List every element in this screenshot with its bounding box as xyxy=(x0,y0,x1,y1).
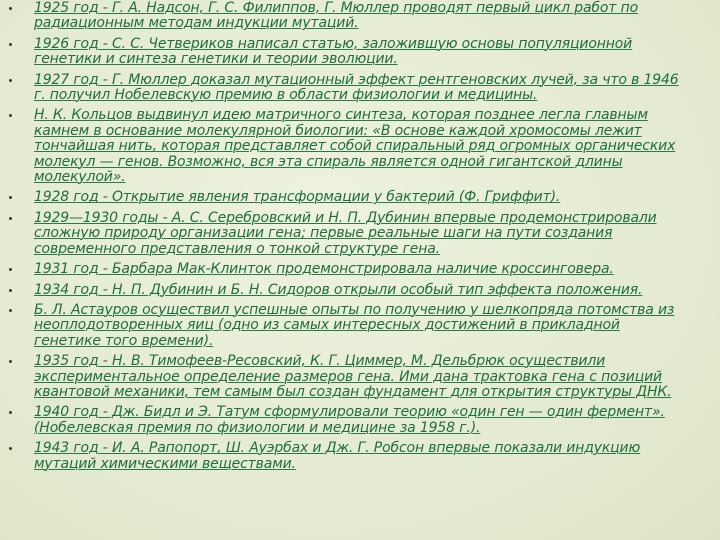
list-item xyxy=(0,405,720,436)
list-item-text: 1928 год - Открытие явления трансформации у бактерий (Ф. Гриффит). xyxy=(34,189,561,206)
bullet-icon xyxy=(9,447,12,450)
list-item-text: 1934 год - Н. П. Дубинин и Б. Н. Сидоров открыли особый тип эффекта положения. xyxy=(34,281,643,298)
bullet-icon xyxy=(9,79,12,82)
list-item xyxy=(0,354,720,400)
bullet-icon xyxy=(9,7,12,10)
list-item-text: 1925 год - Г. А. Надсон, Г. С. Филиппов, Г. Мюллер проводят первый цикл работ по радиационным методам индукции мутаций. xyxy=(34,0,639,32)
list-item xyxy=(0,262,720,277)
bullet-icon xyxy=(9,309,12,312)
bullet-icon xyxy=(9,217,12,220)
list-item xyxy=(0,211,720,257)
bullet-icon xyxy=(9,360,12,363)
list-item xyxy=(0,73,720,104)
list-item-text: 1940 год - Дж. Бидл и Э. Татум сформулировали теорию «один ген — один фермент». (Нобелевская премия по физиологии и медицине за 1958 г.). xyxy=(34,404,665,436)
list-item xyxy=(0,441,720,472)
list-item-text: Н. К. Кольцов выдвинул идею матричного синтеза, которая позднее легла главным камнем в основание молекулярной биологии: «В основе каждой хромосомы лежит тончайшая нить, которая представляет собой спиральный ряд огромных органических молекул — генов. Возможно, вся эта спираль является одной гигантской длины молекулой». xyxy=(34,107,676,186)
list-item xyxy=(0,37,720,68)
list-item xyxy=(0,190,720,205)
list-item-text: 1926 год - С. С. Четвериков написал статью, заложившую основы популяционной генетики и синтеза генетики и теории эволюции. xyxy=(34,35,633,68)
list-item-text: 1943 год - И. А. Рапопорт, Ш. Ауэрбах и Дж. Г. Робсон впервые показали индукцию мутаций химическими веществами. xyxy=(34,440,641,472)
genetics-history-list xyxy=(0,1,720,477)
bullet-icon xyxy=(9,43,12,46)
list-item xyxy=(0,108,720,185)
list-item-text: 1931 год - Барбара Мак-Клинток продемонстрировала наличие кроссинговера. xyxy=(34,261,614,278)
bullet-icon xyxy=(9,196,12,199)
bullet-icon xyxy=(9,289,12,292)
list-item-text: Б. Л. Астауров осуществил успешные опыты по получению у шелкопряда потомства из неоплодотворенных яиц (одно из самых интересных достижений в прикладной генетике того времени). xyxy=(34,301,675,349)
bullet-icon xyxy=(9,411,12,414)
list-item-text: 1927 год - Г. Мюллер доказал мутационный эффект рентгеновских лучей, за что в 1946 г. получил Нобелевскую премию в области физиологии и медицины. xyxy=(34,71,679,104)
list-item xyxy=(0,303,720,349)
bullet-icon xyxy=(9,114,12,117)
bullet-icon xyxy=(9,268,12,271)
list-item xyxy=(0,1,720,32)
list-item-text: 1935 год - Н. В. Тимофеев-Ресовский, К. Г. Циммер, М. Дельбрюк осуществили экспериментальное определение размеров гена. Ими дана трактовка гена с позиций квантовой механики, тем самым был создан фундамент для открытия структуры ДНК. xyxy=(34,353,672,400)
list-item-text: 1929—1930 годы - А. С. Серебровский и Н. П. Дубинин впервые продемонстрировали сложную природу организации гена; первые реальные шаги на пути создания современного представления о тонкой структуре гена. xyxy=(34,209,657,257)
list-item xyxy=(0,283,720,298)
